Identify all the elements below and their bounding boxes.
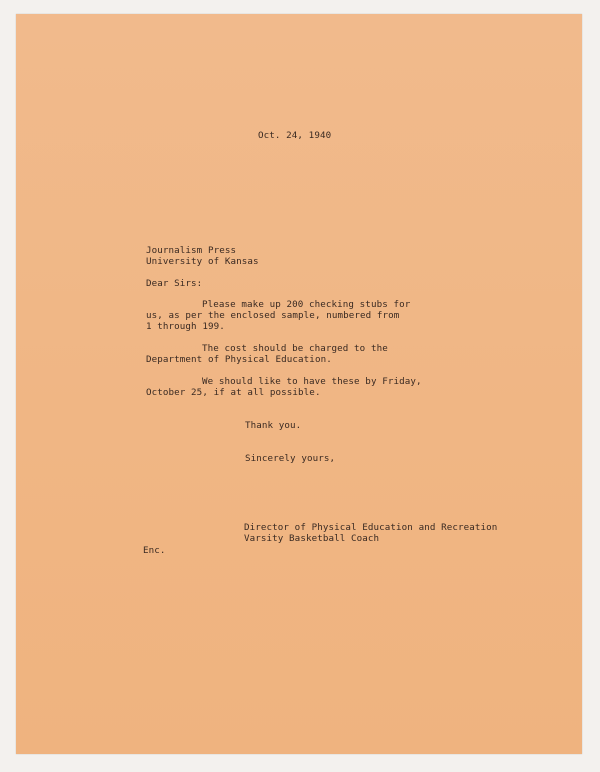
paragraph-1-line-1: Please make up 200 checking stubs for	[202, 299, 411, 310]
letter-page	[16, 14, 582, 754]
enclosure-note: Enc.	[143, 545, 166, 556]
paragraph-1-line-3: 1 through 199.	[146, 321, 225, 332]
paragraph-1-line-2: us, as per the enclosed sample, numbered from	[146, 310, 400, 321]
signature-title-1: Director of Physical Education and Recreation	[244, 522, 498, 533]
paragraph-3-line-1: We should like to have these by Friday,	[202, 376, 422, 387]
salutation: Dear Sirs:	[146, 278, 203, 289]
closing: Sincerely yours,	[245, 453, 336, 464]
letter-date: Oct. 24, 1940	[258, 130, 332, 141]
thank-you: Thank you.	[245, 420, 302, 431]
signature-title-2: Varsity Basketball Coach	[244, 533, 380, 544]
paragraph-3-line-2: October 25, if at all possible.	[146, 387, 321, 398]
paragraph-2-line-2: Department of Physical Education.	[146, 354, 332, 365]
recipient-institution: University of Kansas	[146, 256, 259, 267]
paragraph-2-line-1: The cost should be charged to the	[202, 343, 388, 354]
recipient-name: Journalism Press	[146, 245, 237, 256]
